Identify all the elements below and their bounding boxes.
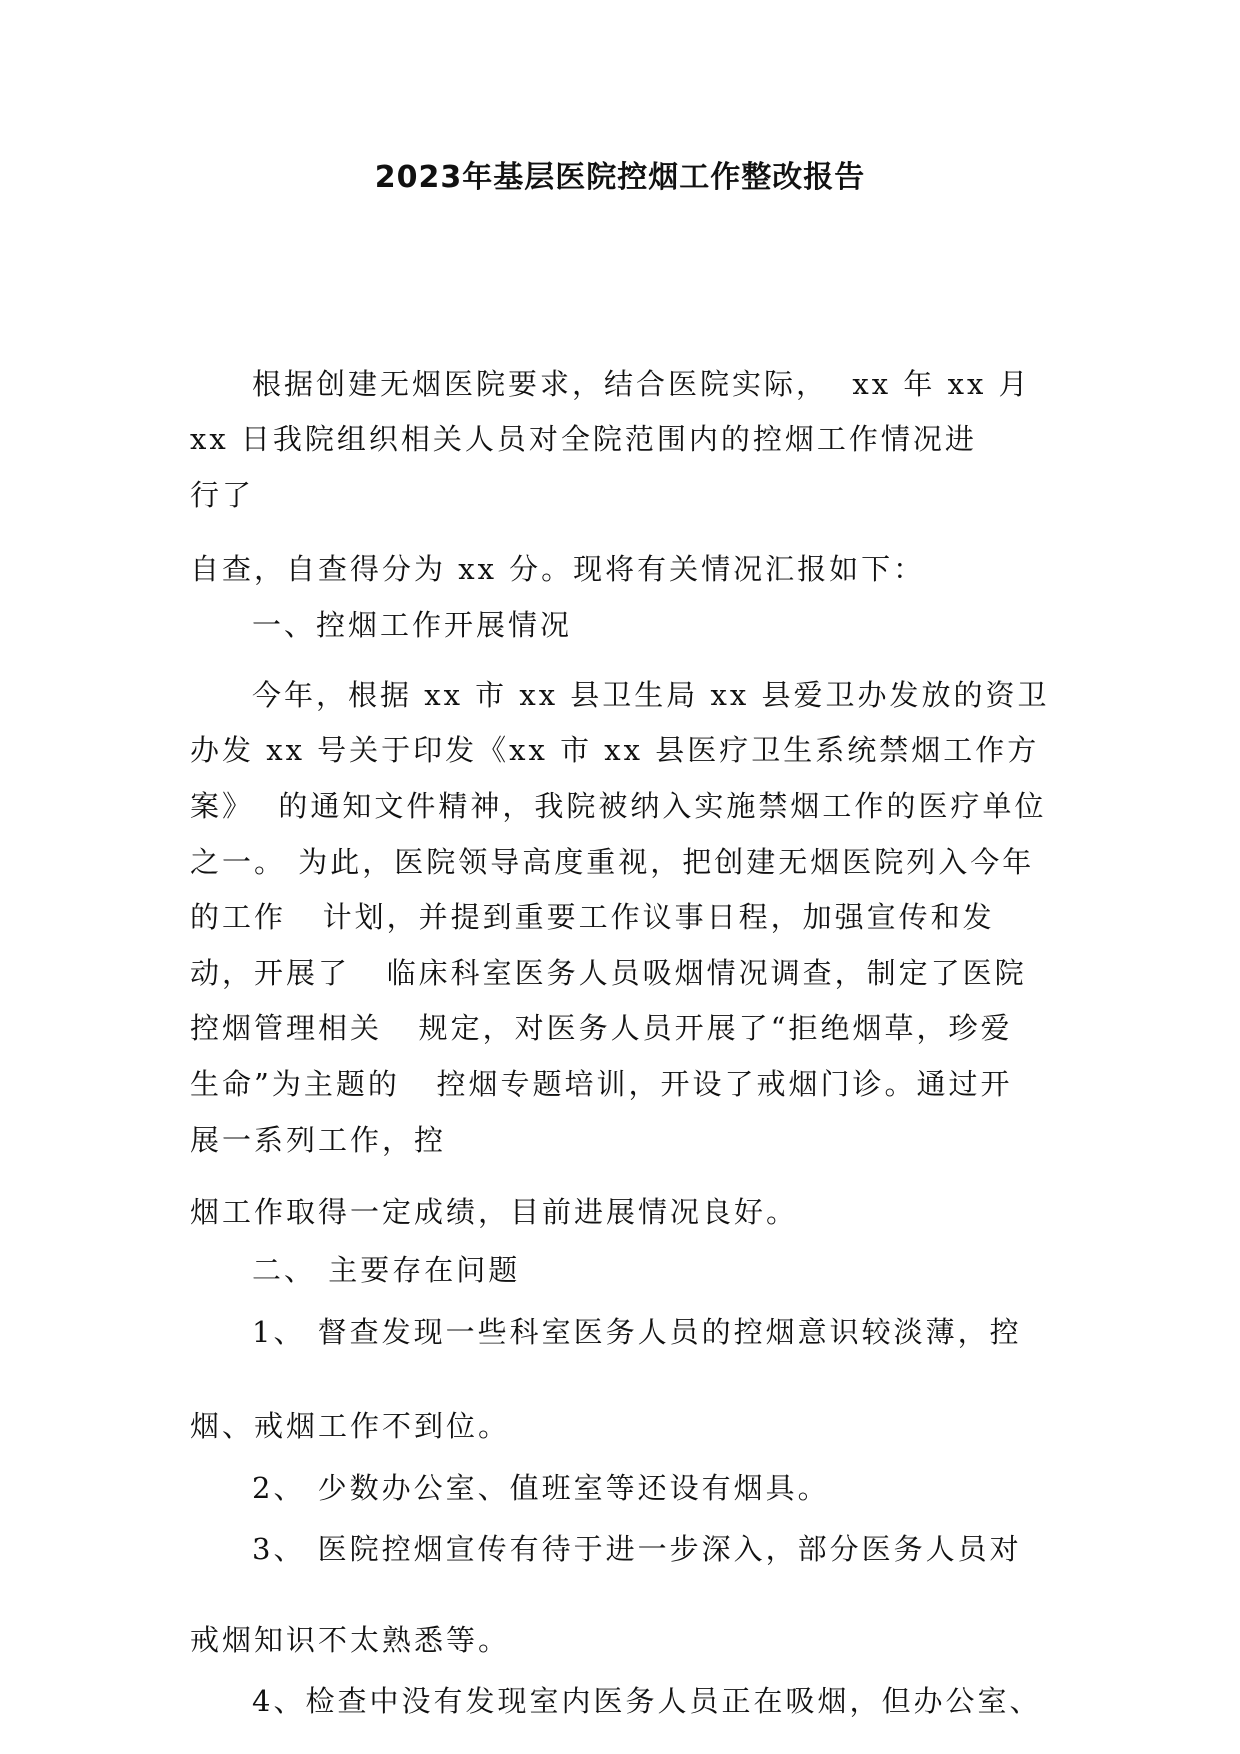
list-item: 1、 督查发现一些科室医务人员的控烟意识较淡薄，控 xyxy=(252,1315,1022,1349)
paragraph-line: 今年，根据 xx 市 xx 县卫生局 xx 县爱卫办发放的资卫 xyxy=(252,678,1050,712)
list-item: 4、检查中没有发现室内医务人员正在吸烟，但办公室、 xyxy=(252,1684,1042,1718)
section-heading: 一、控烟工作开展情况 xyxy=(252,608,573,642)
section-heading: 二、 主要存在问题 xyxy=(252,1253,521,1287)
paragraph-line: 控烟管理相关 规定，对医务人员开展了“拒绝烟草，珍爱 xyxy=(190,1011,1013,1045)
paragraph-line: 根据创建无烟医院要求，结合医院实际， xx 年 xx 月 xyxy=(252,367,1031,401)
list-item: 2、 少数办公室、值班室等还设有烟具。 xyxy=(252,1471,830,1505)
paragraph-line: 展一系列工作，控 xyxy=(190,1123,447,1157)
paragraph-line: 生命”为主题的 控烟专题培训，开设了戒烟门诊。通过开 xyxy=(190,1067,1013,1101)
list-item-continuation: 烟、戒烟工作不到位。 xyxy=(190,1409,511,1443)
list-item-continuation: 戒烟知识不太熟悉等。 xyxy=(190,1623,511,1657)
document-title: 2023年基层医院控烟工作整改报告 xyxy=(374,160,866,195)
paragraph-line: 自查，自查得分为 xx 分。现将有关情况汇报如下： xyxy=(190,552,926,586)
paragraph-line: 办发 xx 号关于印发《xx 市 xx 县医疗卫生系统禁烟工作方 xyxy=(190,733,1040,767)
paragraph-line: 的工作 计划，并提到重要工作议事日程，加强宣传和发 xyxy=(190,900,995,934)
paragraph-line: 烟工作取得一定成绩，目前进展情况良好。 xyxy=(190,1195,799,1229)
paragraph-line: xx 日我院组织相关人员对全院范围内的控烟工作情况进 xyxy=(190,422,977,456)
paragraph-line: 动，开展了 临床科室医务人员吸烟情况调查，制定了医院 xyxy=(190,956,1027,990)
paragraph-line: 之一。 为此，医院领导高度重视，把创建无烟医院列入今年 xyxy=(190,845,1035,879)
list-item: 3、 医院控烟宣传有待于进一步深入，部分医务人员对 xyxy=(252,1532,1022,1566)
paragraph-line: 行了 xyxy=(190,478,255,512)
paragraph-line: 案》 的通知文件精神，我院被纳入实施禁烟工作的医疗单位 xyxy=(190,789,1047,823)
